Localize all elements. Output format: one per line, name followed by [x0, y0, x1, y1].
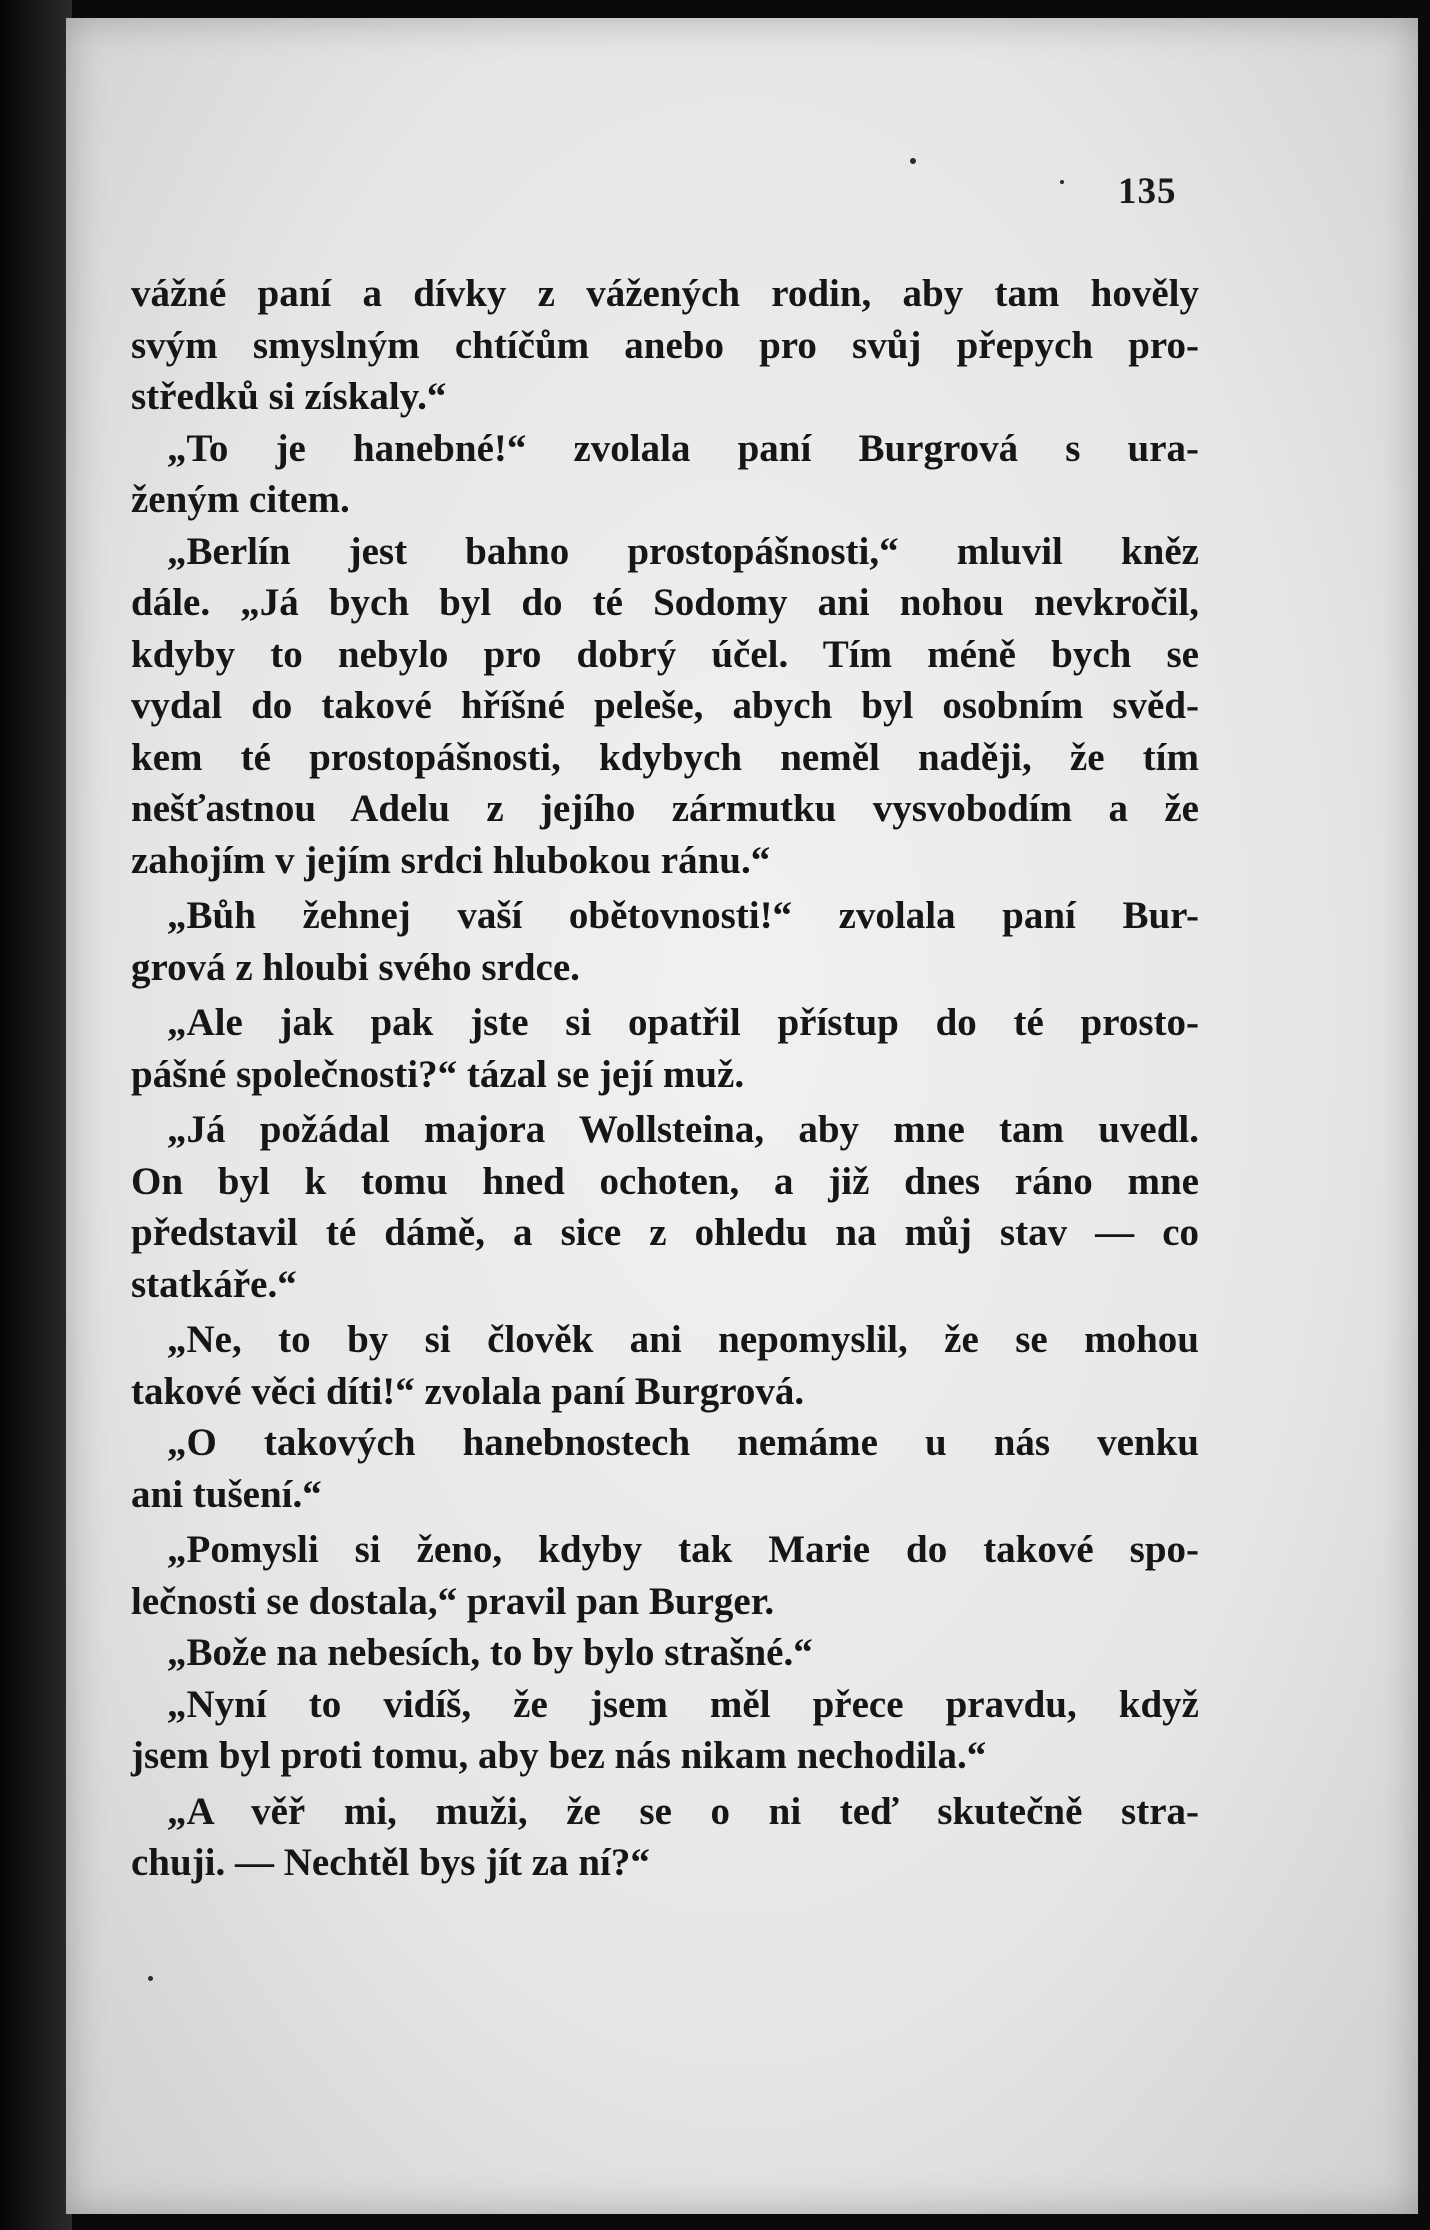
text-line: zahojím v jejím srdci hlubokou ránu.“	[131, 838, 771, 882]
text-line: pášné společnosti?“ tázal se její muž.	[131, 1052, 745, 1096]
book-binding-edge	[0, 0, 72, 2230]
text-line: vážné paní a dívky z vážených rodin, aby tam hověly	[131, 272, 1199, 315]
text-line: ani tušení.“	[131, 1472, 322, 1516]
text-line: svým smyslným chtíčům anebo pro svůj přepych pro-	[131, 323, 1199, 367]
text-line: středků si získaly.“	[131, 375, 447, 418]
text-line: dále. „Já bych byl do té Sodomy ani nohou nevkročil,	[131, 581, 1199, 624]
text-line: takové věci díti!“ zvolala paní Burgrová.	[131, 1369, 805, 1413]
text-line: jsem byl proti tomu, aby bez nás nikam nechodila.“	[131, 1734, 987, 1777]
text-line: vydal do takové hříšné peleše, abych byl osobním svěd-	[131, 684, 1199, 727]
text-line: On byl k tomu hned ochoten, a již dnes ráno mne	[131, 1159, 1199, 1203]
text-line: „Pomysli si ženo, kdyby tak Marie do takové spo-	[167, 1528, 1199, 1571]
ink-speck	[1060, 180, 1064, 184]
text-line: „To je hanebné!“ zvolala paní Burgrová s ura-	[167, 426, 1199, 470]
text-line: nešťastnou Adelu z jejího zármutku vysvobodím a že	[131, 787, 1199, 830]
ink-speck	[910, 158, 916, 164]
text-line: „O takových hanebnostech nemáme u nás venku	[167, 1421, 1199, 1464]
text-line: „Já požádal majora Wollsteina, aby mne tam uvedl.	[167, 1108, 1199, 1151]
text-line: ženým citem.	[131, 478, 350, 521]
text-line: kem té prostopášnosti, kdybych neměl naději, že tím	[131, 735, 1199, 779]
text-line: „Ne, to by si člověk ani nepomyslil, že se mohou	[167, 1318, 1199, 1361]
text-line: lečnosti se dostala,“ pravil pan Burger.	[131, 1579, 775, 1623]
text-line: představil té dámě, a sice z ohledu na můj stav — co	[131, 1211, 1199, 1254]
text-line: „Berlín jest bahno prostopášnosti,“ mluvil kněz	[167, 529, 1199, 573]
ink-speck	[148, 1976, 153, 1981]
text-line: chuji. — Nechtěl bys jít za ní?“	[131, 1841, 650, 1884]
text-line: statkáře.“	[131, 1262, 297, 1306]
text-line: grová z hloubi svého srdce.	[131, 945, 580, 989]
text-line: kdyby to nebylo pro dobrý účel. Tím méně bych se	[131, 632, 1199, 676]
body-text	[131, 268, 1199, 1889]
text-line: „A věř mi, muži, že se o ni teď skutečně stra-	[167, 1789, 1199, 1833]
text-line: „Ale jak pak jste si opatřil přístup do té prosto-	[167, 1001, 1199, 1044]
text-line: „Bože na nebesích, to by bylo strašné.“	[167, 1631, 813, 1674]
text-line: „Nyní to vidíš, že jsem měl přece pravdu, když	[167, 1682, 1199, 1726]
page-number: 135	[1118, 171, 1177, 212]
text-line: „Bůh žehnej vaší obětovnosti!“ zvolala paní Bur-	[167, 894, 1199, 937]
